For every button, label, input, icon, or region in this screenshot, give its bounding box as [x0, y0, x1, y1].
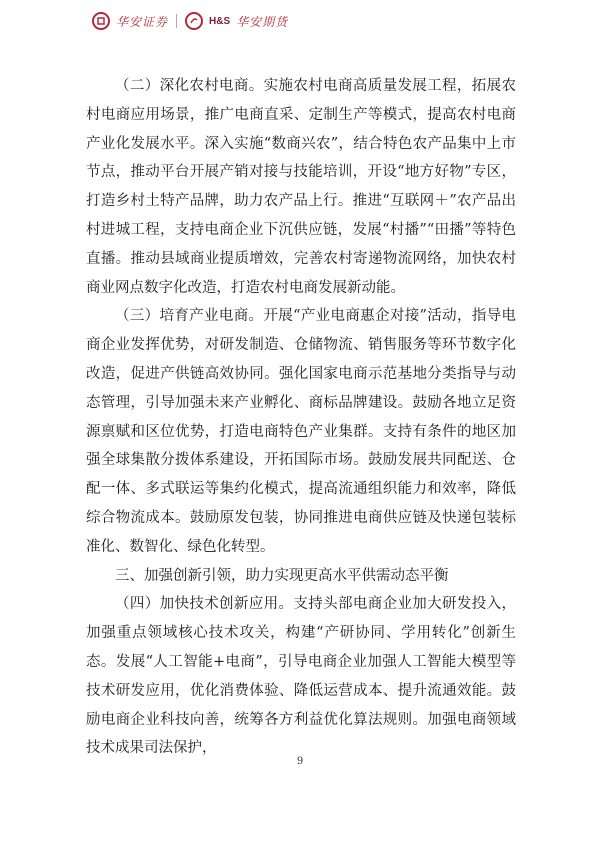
- page-header: [92, 8, 288, 34]
- page-number: 9: [296, 756, 304, 767]
- paragraph-industrial-ecommerce: （三）培育产业电商。开展“产业电商惠企对接”活动，指导电商企业发挥优势，对研发制造、仓储物流、销售服务等环节数字化改造，促进产供链高效协同。强化国家电商示范基地分类指导与动态管理，引导加强未来产业孵化、商标品牌建设。鼓励各地立足资源禀赋和区位优势，打造电商特色产业集群。支持有条件的地区加强全球集散分拨体系建设，开拓国际市场。鼓励发展共同配送、仓配一体、多式联运等集约化模式，提高流通组织能力和效率，降低综合物流成本。鼓励原发包装，协同推进电商供应链及快递包装标准化、数智化、绿色化转型。: [86, 308, 516, 555]
- section-heading: 三、加强创新引领，助力实现更高水平供需动态平衡: [115, 567, 449, 584]
- paragraph-rural-ecommerce: （二）深化农村电商。实施农村电商高质量发展工程，拓展农村电商应用场景，推广电商直采、定制生产等模式，提高农村电商产业化发展水平。深入实施“数商兴农”，结合特色农产品集中上市节点，推动平台开展产销对接与技能培训，开设“地方好物”专区，打造乡村土特产品牌，助力农产品上行。推进“互联网＋”农产品出村进城工程，支持电商企业下沉供应链，发展“村播”“田播”等特色直播。推动县域商业提质增效，完善农村寄递物流网络，加快农村商业网点数字化改造，打造农村电商发展新动能。: [86, 78, 516, 296]
- hs-circle-icon: [185, 12, 203, 30]
- logo-divider: [176, 14, 177, 28]
- logo-secondary-text: 华安期货: [236, 14, 289, 29]
- logo-hs-brand: H&S: [209, 15, 231, 27]
- document-body: [86, 72, 516, 763]
- logo-primary-text: 华安证券: [116, 14, 169, 29]
- paragraph-tech-innovation: （四）加快技术创新应用。支持头部电商企业加大研发投入，加强重点领域核心技术攻关，构建“产研协同、学用转化”创新生态。发展“人工智能+电商”，引导电商企业加强人工智能大模型等技术研发应用，优化消费体验、降低运营成本、提升流通效能。鼓励电商企业科技向善，统筹各方利益优化算法规则。加强电商领域技术成果司法保护，: [86, 596, 516, 757]
- brand-seal-icon: [92, 12, 110, 30]
